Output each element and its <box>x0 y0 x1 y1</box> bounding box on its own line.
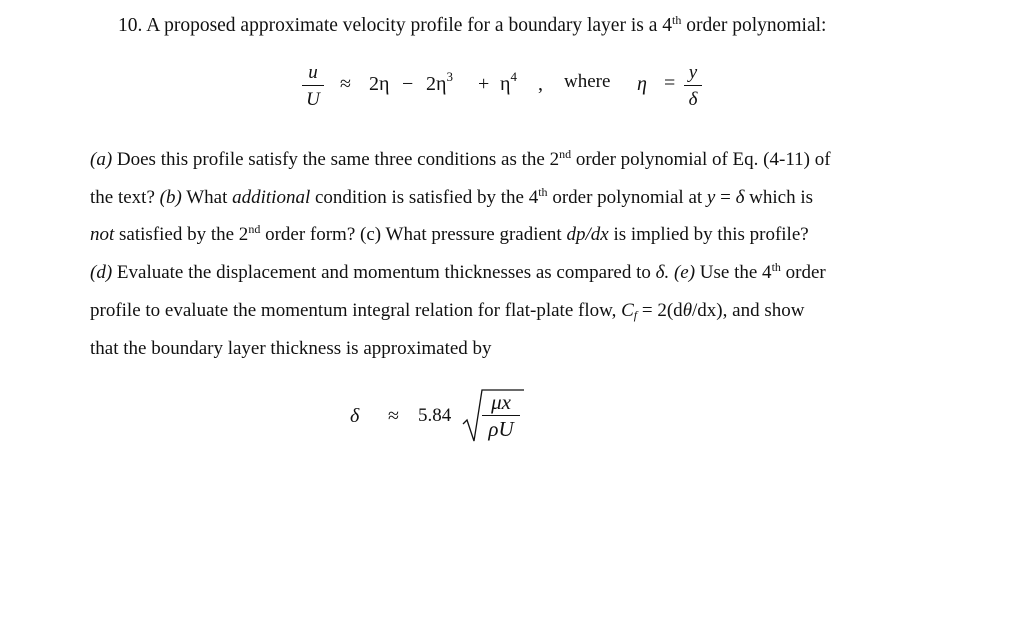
paragraph-line-6: that the boundary layer thickness is approximated by <box>90 338 492 359</box>
paragraph-line-1: (a) Does this profile satisfy the same three conditions as the 2nd order polynomial of Eq. (4-11) of <box>90 147 831 170</box>
eq1-plus: + <box>478 73 490 95</box>
eq1-term2: $2\eta^3$ <box>426 69 453 95</box>
eq2-approx: ≈ <box>388 405 399 427</box>
eq1-rhs-bar <box>684 85 702 86</box>
eq2-fraction-bar <box>482 415 520 416</box>
eq1-eta: η <box>637 73 647 95</box>
paragraph-line-4: (d) Evaluate the displacement and momentum thicknesses as compared to δ. (e) Use the 4th order <box>90 260 826 283</box>
eq1-lhs-bar <box>302 85 324 86</box>
eq2-coefficient: 5.84 <box>418 405 452 426</box>
eq1-lhs-fraction <box>302 63 324 109</box>
problem-statement <box>118 13 827 36</box>
problem-number: 10. <box>118 15 143 36</box>
eq2-sqrt-fraction <box>482 392 520 440</box>
eq1-term1: 2η <box>369 73 390 95</box>
eq1-term3: $\eta^4$ <box>500 69 517 95</box>
eq1-rhs-denominator: δ <box>688 89 698 110</box>
eq1-rhs-fraction <box>684 63 702 109</box>
eq1-lhs-denominator: U <box>306 89 320 110</box>
paragraph-line-3: not satisfied by the 2nd order form? (c) What pressure gradient dp/dx is implied by this profile? <box>90 222 809 245</box>
eq1-equals: = <box>664 72 676 94</box>
eq1-rhs-numerator: y <box>688 62 698 83</box>
paragraph-line-2: the text? (b) What additional condition is satisfied by the 4th order polynomial at y = δ which is <box>90 185 814 208</box>
problem-intro: A proposed approximate velocity profile for a boundary layer is a 4th order polynomial: <box>146 13 827 36</box>
eq1-comma: , <box>538 73 543 95</box>
eq1-lhs-numerator: u <box>308 62 318 83</box>
eq1-minus: − <box>402 73 414 95</box>
eq2-square-root <box>462 386 526 444</box>
eq2-numerator: μx <box>491 390 511 414</box>
paragraph-line-5: profile to evaluate the momentum integral relation for flat-plate flow, $C_f = 2(d\theta/dx)$, and show <box>90 300 805 322</box>
eq2-lhs: δ <box>350 405 360 427</box>
eq1-approx: ≈ <box>340 73 351 95</box>
eq2-denominator: ρU <box>488 417 514 441</box>
eq1-where: where <box>564 71 611 92</box>
